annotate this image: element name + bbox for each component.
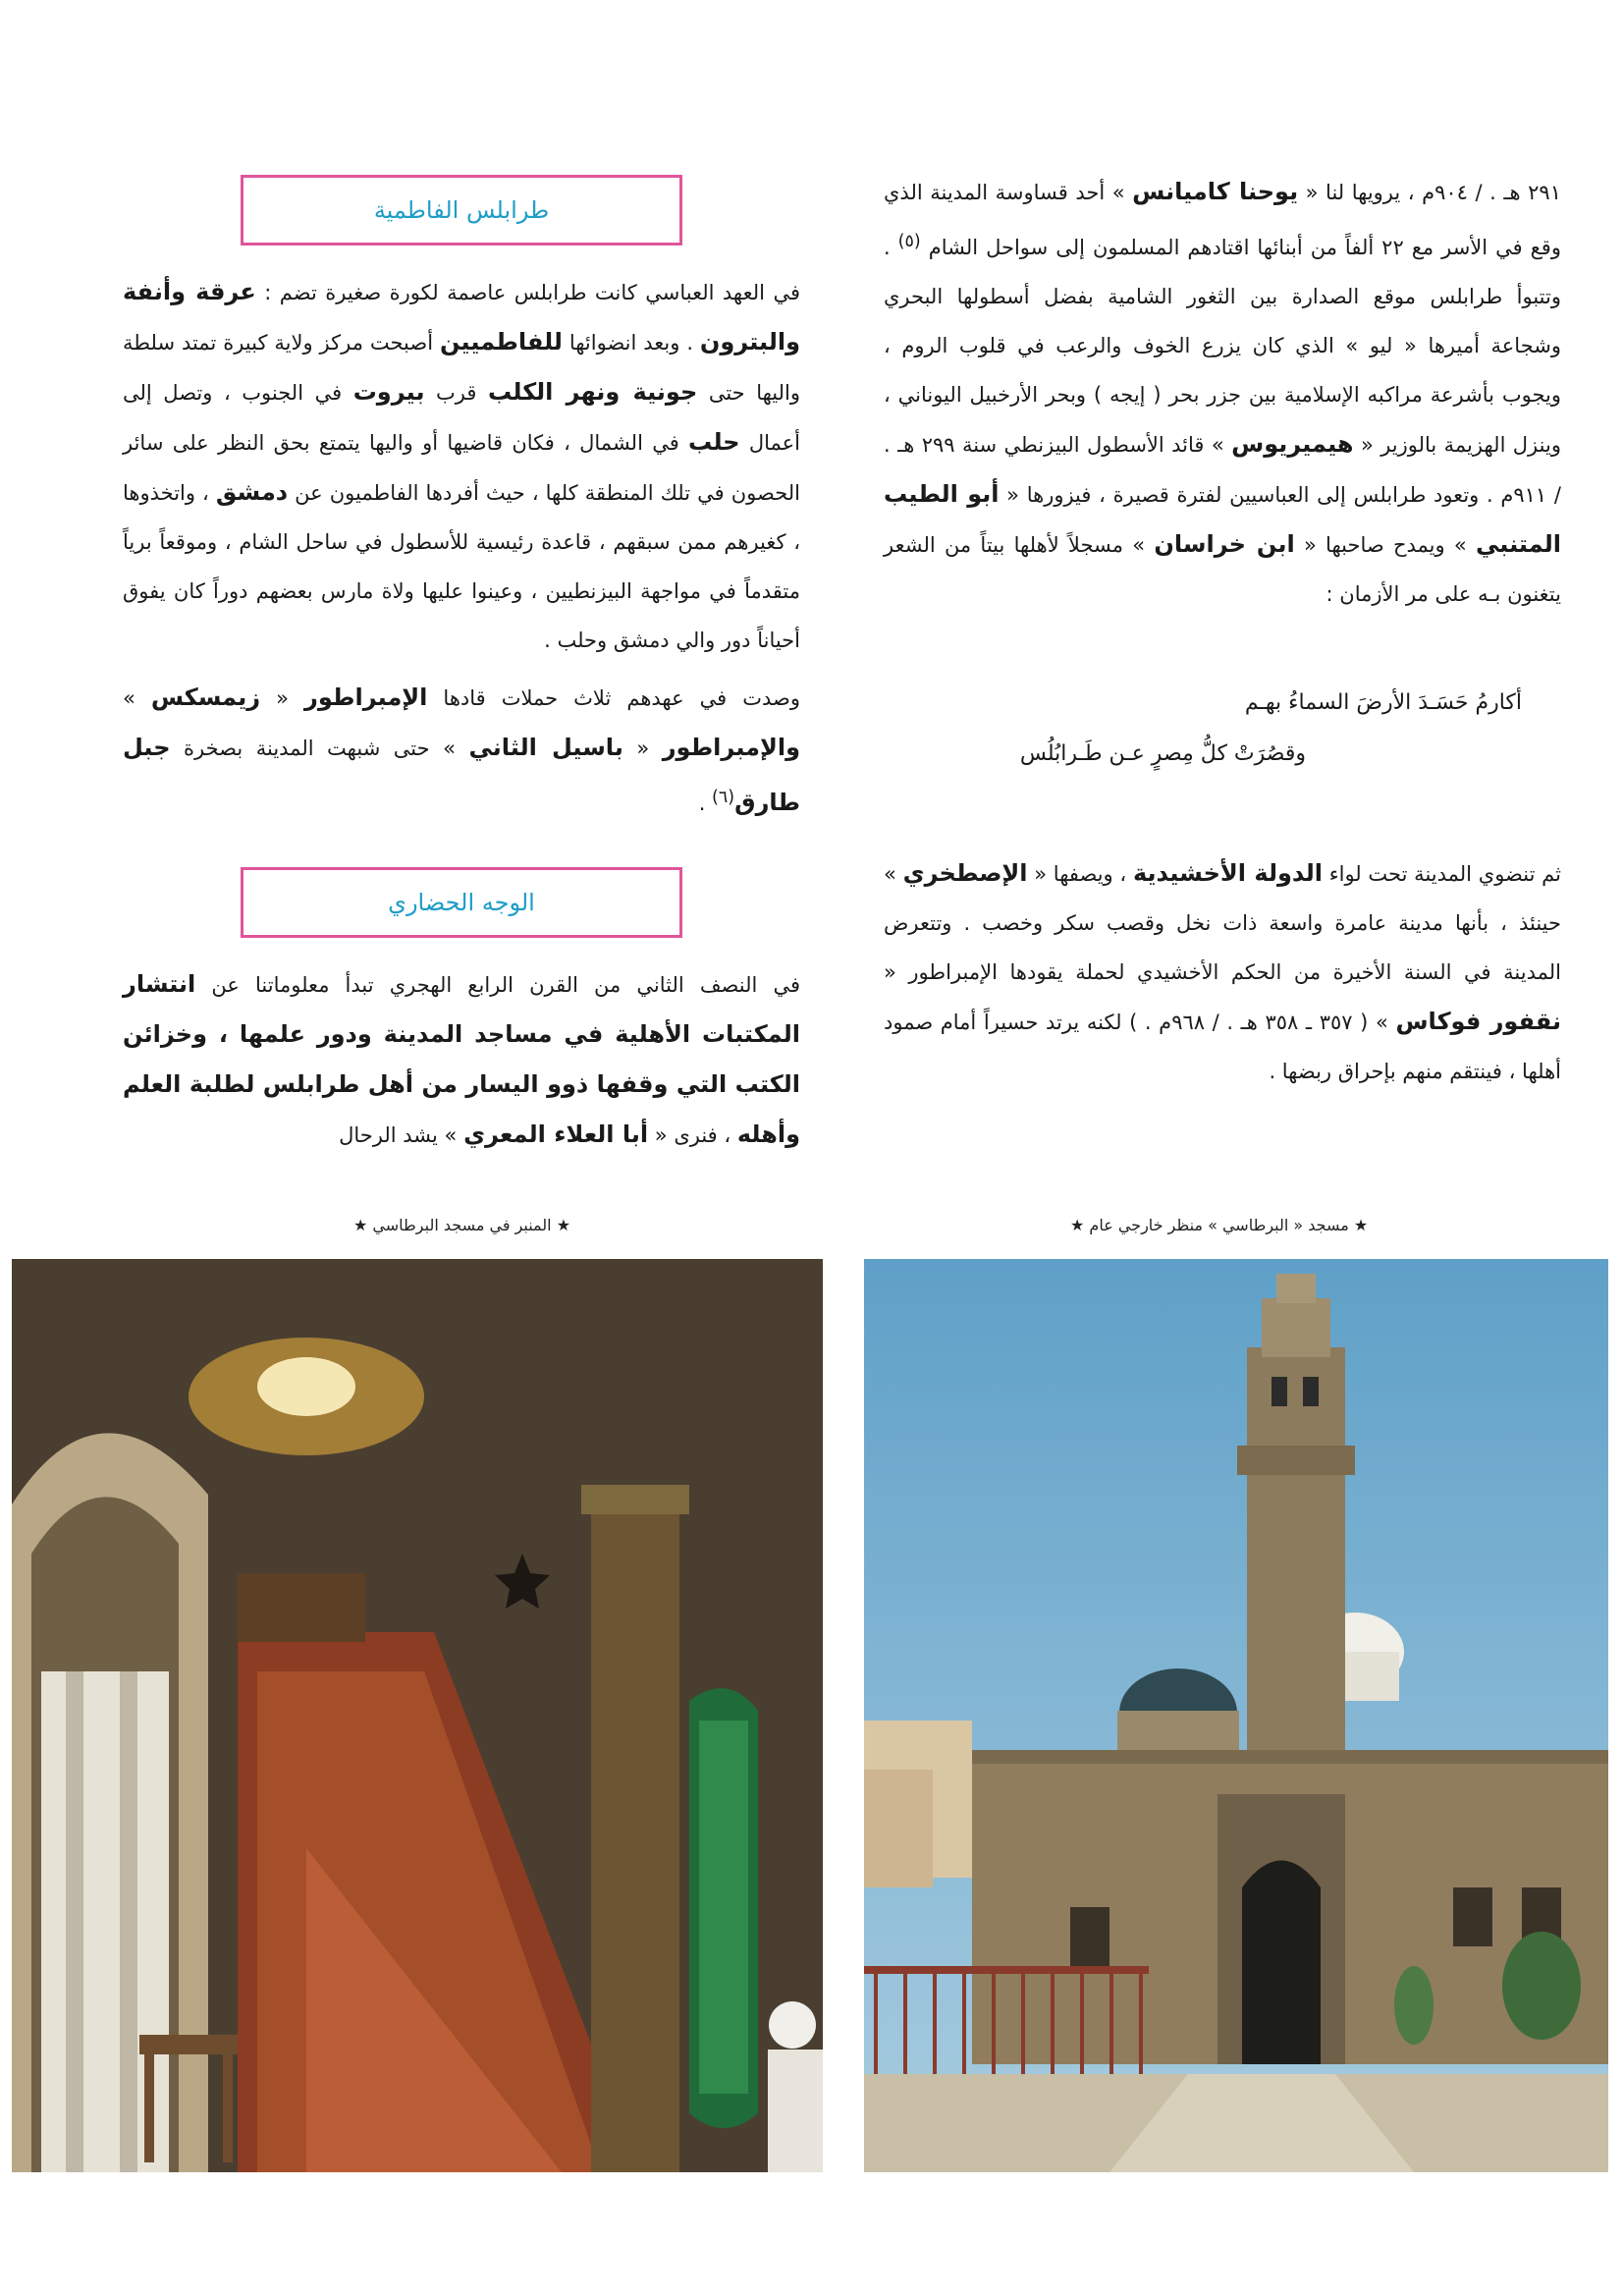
text-run: « xyxy=(260,686,305,710)
left-paragraph-3 xyxy=(123,959,800,1160)
text-run: ، فنرى « xyxy=(648,1123,737,1147)
text-run: . وتتبوأ طرابلس موقع الصدارة بين الثغور الشامية بفضل أسطولها البحري وشجاعة أميرها « ليو » الذي كان يزرع الخوف والرعب في قلوب الروم ، ويجوب بأشرعة مراكبه الإسلامية بين جزر بحر ( إيجه ) وبحر الأرخبيل اليوناني ، وينزل الهزيمة بالوزير « xyxy=(884,236,1561,457)
bold-term: انتشار المكتبات الأهلية في مساجد المدينة ودور علمها ، وخزائن الكتب التي وقفها ذوو اليسار من أهل طرابلس لطلبة العلم وأهله xyxy=(123,970,800,1148)
bold-term: جونية ونهر الكلب xyxy=(487,378,698,406)
text-run: » حتى شبهت المدينة بصخرة xyxy=(170,737,469,760)
bold-term: الإصطخري xyxy=(902,859,1028,887)
bold-term: ابن خراسان xyxy=(1154,530,1295,558)
right-paragraph-1 xyxy=(884,167,1561,619)
bold-term: حلب xyxy=(688,428,740,456)
bold-term: دمشق xyxy=(215,478,289,506)
right-column xyxy=(884,167,1561,1104)
text-run: » ويمدح صاحبها « xyxy=(1294,533,1477,557)
section-heading-fatimid: طرابلس الفاطمية xyxy=(241,175,682,246)
bold-term: للفاطميين xyxy=(439,328,563,355)
text-run: قرب xyxy=(424,381,488,405)
bold-term: بيروت xyxy=(352,378,425,406)
text-run: في الشمال ، فكان قاضيها أو واليها يتمتع بحق النظر على سائر الحصون في تلك المنطقة كلها ، حيث أفردها الفاطميون عن xyxy=(123,431,800,505)
bold-term: زيمسكس xyxy=(150,683,261,711)
text-run: ، ويصفها « xyxy=(1027,862,1133,886)
poem-line-2: وقصُرَتْ كلُّ مِصرٍ عـن طَـرابُلُس xyxy=(1019,741,1306,766)
bold-term: عرقة وأنفة والبترون xyxy=(123,278,800,355)
text-run: » مسجلاً لأهلها بيتاً من الشعر يتغنون بـه على مر الأزمان : xyxy=(884,533,1561,606)
bold-term: أبو الطيب المتنبي xyxy=(884,480,1562,558)
text-run: ثم تنضوي المدينة تحت لواء xyxy=(1323,862,1561,886)
poem-verse xyxy=(884,678,1561,780)
caption-minbar: ★ المنبر في مسجد البرطاسي ★ xyxy=(353,1216,571,1234)
text-run: « xyxy=(622,737,663,760)
text-run: » قائد الأسطول البيزنطي سنة ٢٩٩ هـ . / ٩١١م . وتعود طرابلس إلى العباسيين لفترة قصيرة ، فيزورها « xyxy=(884,433,1561,507)
left-paragraph-1 xyxy=(123,267,800,665)
text-run: في العهد العباسي كانت طرابلس عاصمة لكورة صغيرة تضم : xyxy=(255,281,800,304)
bold-term: والإمبراطور xyxy=(662,734,800,761)
bold-term: يوحنا كاميانس xyxy=(1132,178,1299,205)
text-run: . وبعد انضوائها xyxy=(562,331,700,355)
text-run: » أحد قساوسة المدينة الذي وقع في الأسر مع ٢٢ ألفاً من أبنائها اقتادهم المسلمون إلى سواحل الشام xyxy=(884,181,1561,259)
poem-line-1: أكارمُ حَسَـدَ الأرضَ السماءُ بهـم xyxy=(1244,690,1522,715)
text-run: وصدت في عهدهم ثلاث حملات قادها xyxy=(427,686,800,710)
bold-term: الإمبراطور xyxy=(304,683,428,711)
bold-term: باسيل الثاني xyxy=(468,734,623,761)
text-run: . xyxy=(698,792,713,815)
photo-minbar xyxy=(12,1259,823,2172)
caption-mosque-exterior: ★ مسجد « البرطاسي » منظر خارجي عام ★ xyxy=(1070,1216,1369,1234)
section-heading-civilization: الوجه الحضاري xyxy=(241,867,682,938)
text-run: في النصف الثاني من القرن الرابع الهجري تبدأ معلوماتنا عن xyxy=(195,973,800,997)
minbar-illustration xyxy=(12,1259,823,2172)
text-run: » حينئذ ، بأنها مدينة عامرة واسعة ذات نخل وقصب سكر وخصب . وتتعرض المدينة في السنة الأخيرة من الحكم الأخشيدي لحملة يقودها الإمبراطور « xyxy=(884,862,1561,984)
bold-term: جبل طارق xyxy=(123,734,800,816)
bold-term: أبا العلاء المعري xyxy=(463,1121,649,1148)
right-paragraph-2 xyxy=(884,848,1561,1096)
text-run: » xyxy=(123,686,151,710)
photo-mosque-exterior xyxy=(864,1259,1608,2172)
bold-term: نقفور فوكاس xyxy=(1395,1008,1561,1035)
left-column xyxy=(123,167,800,1168)
bold-term: هيميريوس xyxy=(1231,430,1354,458)
text-run: » يشد الرحال xyxy=(339,1123,464,1147)
text-run: ، واتخذوها ، كغيرهم ممن سبقهم ، قاعدة رئيسية للأسطول في ساحل الشام ، وموقعاً برياً متقدماً في مواجهة البيزنطيين ، وعينوا عليها ولاة مارس بعضهم دوراً كان يفوق أحياناً دور والي دمشق وحلب . xyxy=(123,481,800,652)
text-run: في الجنوب ، وتصل إلى أعمال xyxy=(123,381,801,455)
left-paragraph-2 xyxy=(123,673,800,828)
text-run: ٢٩١ هـ . / ٩٠٤م ، يرويها لنا « xyxy=(1298,181,1561,204)
footnote-ref: (٦) xyxy=(712,788,735,807)
text-run: أصبحت مركز ولاية كبيرة تمتد سلطة واليها حتى xyxy=(123,331,800,405)
text-run: » ( ٣٥٧ ـ ٣٥٨ هـ . / ٩٦٨م . ) لكنه يرتد حسيراً أمام صمود أهلها ، فينتقم منهم بإحراق ربضها . xyxy=(884,1011,1561,1083)
bold-term: الدولة الأخشيدية xyxy=(1132,859,1323,887)
mosque-exterior-illustration xyxy=(864,1259,1608,2172)
footnote-ref: (٥) xyxy=(897,232,921,251)
